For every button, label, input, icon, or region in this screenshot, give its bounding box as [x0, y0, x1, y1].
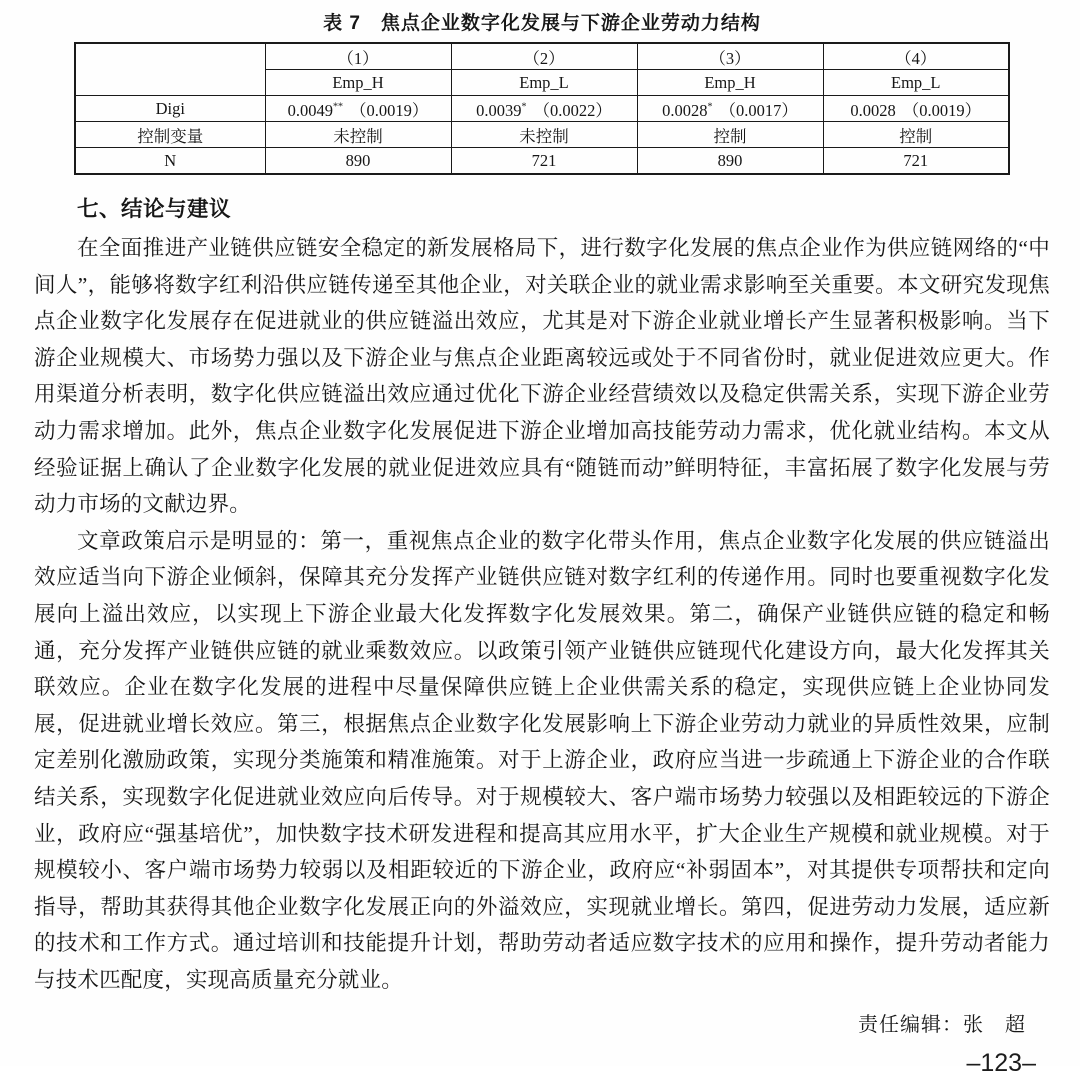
std-error: （0.0019） [902, 100, 982, 120]
significance-stars: * [521, 101, 527, 112]
model-header-1: （1） [265, 43, 451, 70]
coef-cell-1 [265, 96, 451, 122]
depvar-header-3: Emp_H [637, 70, 823, 96]
coef-cell-3 [637, 96, 823, 122]
editor-credit: 责任编辑：张 超 [858, 1014, 1026, 1037]
row-label-n: N [75, 148, 265, 175]
table-caption: 表 7 焦点企业数字化发展与下游企业劳动力结构 [323, 13, 761, 34]
model-header-4: （4） [823, 43, 1009, 70]
depvar-header-1: Emp_H [265, 70, 451, 96]
model-header-2: （2） [451, 43, 637, 70]
std-error: （0.0022） [533, 100, 612, 120]
coef-cell-2 [451, 96, 637, 122]
row-label-controls: 控制变量 [75, 122, 265, 148]
significance-stars: * [707, 101, 713, 112]
std-error: （0.0017） [719, 100, 798, 120]
controls-cell-1: 未控制 [265, 122, 451, 148]
std-error: （0.0019） [350, 100, 429, 120]
n-cell-4: 721 [823, 148, 1009, 175]
controls-cell-4: 控制 [823, 122, 1009, 148]
section-heading: 七、结论与建议 [77, 197, 232, 221]
depvar-header-2: Emp_L [451, 70, 637, 96]
coef-value: 0.0028 [662, 100, 708, 120]
model-header-3: （3） [637, 43, 823, 70]
results-table [74, 42, 1010, 175]
n-cell-1: 890 [265, 148, 451, 175]
table-corner-cell [75, 43, 265, 96]
paragraph-policy: 文章政策启示是明显的：第一，重视焦点企业的数字化带头作用，焦点企业数字化发展的供应链溢出效应适当向下游企业倾斜，保障其充分发挥产业链供应链对数字红利的传递作用。同时也要重视数字化发展向上溢出效应，以实现上下游企业最大化发挥数字化发展效果。第二，确保产业链供应链的稳定和畅通，充分发挥产业链供应链的就业乘数效应。以政策引领产业链供应链现代化建设方向，最大化发挥其关联效应。企业在数字化发展的进程中尽量保障供应链上企业供需关系的稳定，实现供应链上企业协同发展，促进就业增长效应。第三，根据焦点企业数字化发展影响上下游企业劳动力就业的异质性效果，应制定差别化激励政策，实现分类施策和精准施策。对于上游企业，政府应当进一步疏通上下游企业的合作联结关系，实现数字化促进就业效应向后传导。对于规模较大、客户端市场势力较强以及相距较远的下游企业，政府应“强基培优”，加快数字技术研发进程和提高其应用水平，扩大企业生产规模和就业规模。对于规模较小、客户端市场势力较弱以及相距较近的下游企业，政府应“补弱固本”，对其提供专项帮扶和定向指导，帮助其获得其他企业数字化发展正向的外溢效应，实现就业增长。第四，促进劳动力发展，适应新的技术和工作方式。通过培训和技能提升计划，帮助劳动者适应数字技术的应用和操作，提升劳动者能力与技术匹配度，实现高质量充分就业。 [34, 528, 1050, 992]
depvar-header-4: Emp_L [823, 70, 1009, 96]
coef-cell-4 [823, 96, 1009, 122]
n-cell-2: 721 [451, 148, 637, 175]
coef-value: 0.0039 [476, 100, 522, 120]
table-row-digi [75, 96, 1009, 122]
controls-cell-3: 控制 [637, 122, 823, 148]
coef-value: 0.0049 [287, 100, 333, 120]
significance-stars: ** [333, 101, 343, 112]
page-number: –123– [966, 1049, 1036, 1078]
table-row-n [75, 148, 1009, 175]
paragraph-conclusion: 在全面推进产业链供应链安全稳定的新发展格局下，进行数字化发展的焦点企业作为供应链网络的“中间人”，能够将数字红利沿供应链传递至其他企业，对关联企业的就业需求影响至关重要。本文研究发现焦点企业数字化发展存在促进就业的供应链溢出效应，尤其是对下游企业就业增长产生显著积极影响。当下游企业规模大、市场势力强以及下游企业与焦点企业距离较远或处于不同省份时，就业促进效应更大。作用渠道分析表明，数字化供应链溢出效应通过优化下游企业经营绩效以及稳定供需关系，实现下游企业劳动力需求增加。此外，焦点企业数字化发展促进下游企业增加高技能劳动力需求，优化就业结构。本文从经验证据上确认了企业数字化发展的就业促进效应具有“随链而动”鲜明特征，丰富拓展了数字化发展与劳动力市场的文献边界。 [34, 236, 1050, 517]
n-cell-3: 890 [637, 148, 823, 175]
table-row-controls [75, 122, 1009, 148]
controls-cell-2: 未控制 [451, 122, 637, 148]
row-label-digi: Digi [75, 96, 265, 122]
coef-value: 0.0028 [850, 100, 896, 120]
table-header-row-models [75, 43, 1009, 70]
